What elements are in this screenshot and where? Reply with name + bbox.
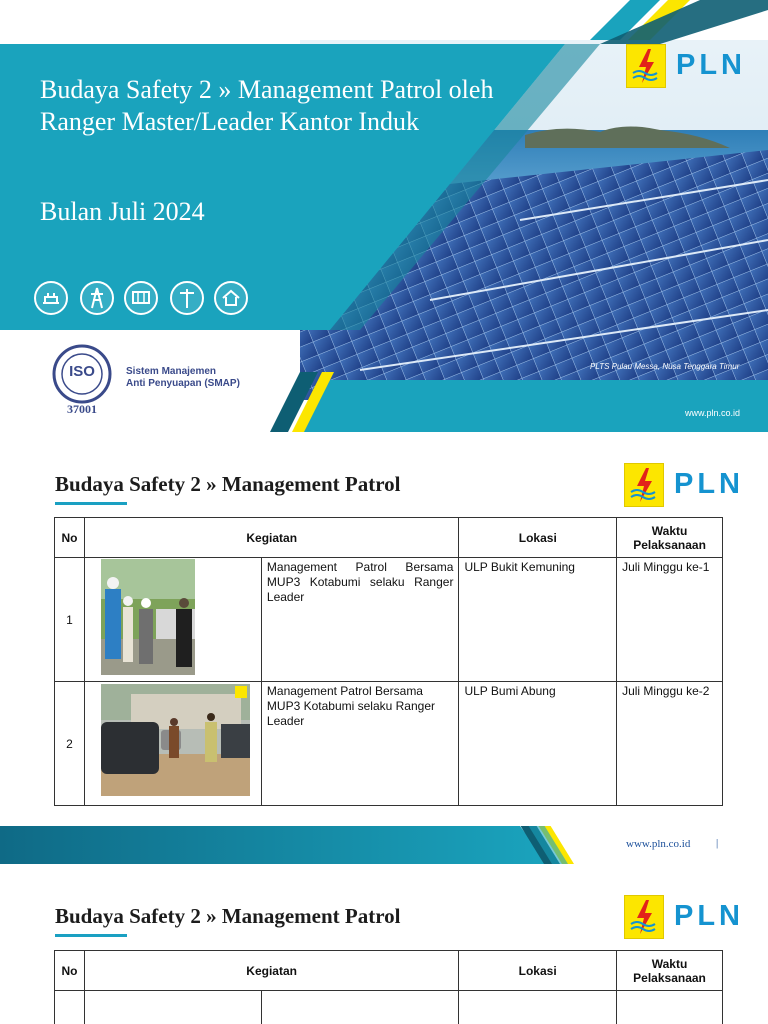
pln-wordmark: PLN bbox=[674, 900, 744, 932]
header-activity: Kegiatan bbox=[84, 518, 459, 558]
table-header-row bbox=[55, 951, 723, 991]
activity-description bbox=[261, 991, 459, 1024]
pln-wordmark: PLN bbox=[674, 468, 744, 500]
title-underline bbox=[55, 934, 127, 937]
transmission-tower-icon bbox=[80, 281, 114, 315]
photo-cell bbox=[84, 558, 261, 682]
pln-wordmark: PLN bbox=[676, 49, 746, 81]
table-row bbox=[55, 991, 723, 1024]
table-row bbox=[55, 682, 723, 806]
time-cell: Juli Minggu ke-2 bbox=[617, 682, 723, 806]
smap-line-1: Sistem Manajemen bbox=[126, 366, 217, 377]
activity-table bbox=[54, 517, 723, 806]
cover-slide bbox=[0, 0, 768, 432]
photo-cell bbox=[84, 682, 261, 806]
smap-label bbox=[126, 366, 240, 390]
footer-website: www.pln.co.id bbox=[626, 838, 691, 850]
header-time: Waktu Pelaksanaan bbox=[617, 518, 723, 558]
pln-logo bbox=[624, 895, 744, 939]
row-number: 1 bbox=[55, 558, 85, 682]
pln-lightning-icon bbox=[626, 44, 666, 88]
table-header-row bbox=[55, 518, 723, 558]
smap-line-2: Anti Penyuapan (SMAP) bbox=[126, 378, 240, 389]
time-cell: Juli Minggu ke-1 bbox=[617, 558, 723, 682]
cover-title: Budaya Safety 2 » Management Patrol oleh Ranger Master/Leader Kantor Induk bbox=[40, 75, 494, 136]
header-time: Waktu Pelaksanaan bbox=[617, 951, 723, 991]
header-activity: Kegiatan bbox=[84, 951, 458, 991]
time-cell bbox=[617, 991, 723, 1024]
pln-logo bbox=[624, 463, 744, 507]
substation-icon bbox=[34, 281, 68, 315]
iso-label: ISO bbox=[69, 363, 95, 380]
header-location: Lokasi bbox=[459, 951, 617, 991]
content-slide-2 bbox=[0, 864, 768, 1024]
header-location: Lokasi bbox=[459, 518, 617, 558]
power-pole-icon bbox=[170, 281, 204, 315]
patrol-photo bbox=[101, 684, 250, 796]
location-cell: ULP Bumi Abung bbox=[459, 682, 617, 806]
table-row bbox=[55, 558, 723, 682]
activity-table bbox=[54, 950, 723, 1024]
title-underline bbox=[55, 502, 127, 505]
content-slide-1 bbox=[0, 432, 768, 864]
home-icon bbox=[214, 281, 248, 315]
pln-logo bbox=[626, 44, 746, 88]
iso-number: 37001 bbox=[67, 402, 97, 416]
location-cell bbox=[459, 991, 617, 1024]
pln-lightning-icon bbox=[624, 895, 664, 939]
pln-lightning-icon bbox=[624, 463, 664, 507]
iso-37001-badge bbox=[44, 342, 120, 418]
photo-cell bbox=[84, 991, 261, 1024]
header-no: No bbox=[55, 518, 85, 558]
row-number: 2 bbox=[55, 682, 85, 806]
slide-title: Budaya Safety 2 » Management Patrol bbox=[55, 472, 401, 496]
activity-description: Management Patrol Bersama MUP3 Kotabumi selaku Ranger Leader bbox=[261, 558, 459, 682]
patrol-photo bbox=[101, 559, 195, 675]
location-cell: ULP Bukit Kemuning bbox=[459, 558, 617, 682]
website-label: www.pln.co.id bbox=[685, 408, 741, 418]
footer-separator: | bbox=[716, 837, 719, 849]
row-number bbox=[55, 991, 85, 1024]
solar-panel-icon bbox=[124, 281, 158, 315]
header-no: No bbox=[55, 951, 85, 991]
photo-caption: PLTS Pulau Messa, Nusa Tenggara Timur bbox=[590, 362, 740, 371]
activity-description: Management Patrol Bersama MUP3 Kotabumi selaku Ranger Leader bbox=[261, 682, 459, 806]
cover-month: Bulan Juli 2024 bbox=[40, 197, 205, 226]
slide-title: Budaya Safety 2 » Management Patrol bbox=[55, 904, 401, 928]
